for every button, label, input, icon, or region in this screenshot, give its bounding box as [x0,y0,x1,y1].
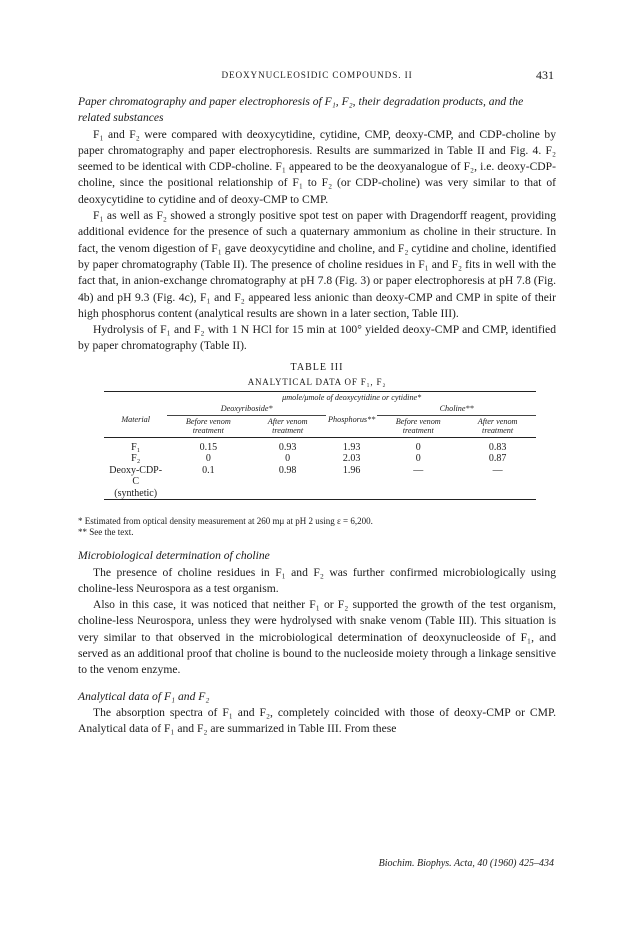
table-spanner: μmole/μmole of deoxycytidine or cytidine* [167,391,536,403]
section-heading-chromatography: Paper chromatography and paper electrophoresis of F₁, F₂, their degradation products, and the related substances [78,95,524,125]
table-row: F₂ 0 0 2.03 0 0.87 [131,453,507,465]
footnote: * Estimated from optical density measurement at 260 mμ at pH 2 using ε = 6,200. [78,516,373,527]
analytical-data-table [104,391,536,501]
paragraph: F₁ as well as F₂ showed a strongly positive spot test on paper with Dragendorff reagent, providing additional evidence for the presence of such a quaternary ammonium as choline in their structure. In fact, the venom digestion of F₁ gave deoxycytidine and choline, and F₂ cytidine and choline, identified by paper chromatography (Table II). The presence of choline residues in F₁ and F₂ fits in well with the fact that, in anion-exchange chromatography at pH 7.8 (Fig. 3) or paper electrophoresis at pH 7.8 (Fig. 4b) and pH 9.3 (Fig. 4c), F₁ and F₂ appeared less anionic than deoxy-CMP and CMP in spite of their high phosphorus content (analytical results are shown in a later section, Table III). [78,209,556,320]
paragraph: Also in this case, it was noticed that neither F₁ or F₂ supported the growth of the test organism, choline-less Neurospora, unless they were hydrolysed with snake venom (Table III). This situation is very similar to that observed in the microbiological determination of deoxynucleoside of F₁, and served as an additional proof that choline is bound to the nucleoside moiety through a linkage sensitive to the venom enzyme. [78,598,556,677]
section-heading-microbiological: Microbiological determination of choline [78,549,270,563]
paragraph: The absorption spectra of F₁ and F₂, completely coincided with those of deoxy-CMP or CMP. Analytical data of F₁ and F₂ are summarized in Table III. From these [78,705,556,736]
col-material: Material [121,415,151,425]
page-body [78,94,556,738]
table-footnotes [78,516,556,538]
table-row: Deoxy-CDP-C 0.1 0.98 1.96 — — [109,464,503,488]
running-title: DEOXYNUCLEOSIDIC COMPOUNDS. II [221,70,413,80]
running-header [78,70,556,86]
footnote: ** See the text. [78,527,134,538]
col-deoxy-after: After venom treatment [267,416,308,436]
journal-citation: Biochim. Biophys. Acta, 40 (1960) 425–434 [378,858,554,869]
table-title: TABLE III [290,361,344,373]
col-choline: Choline** [377,403,536,415]
col-choline-after: After venom treatment [477,416,518,436]
col-deoxyriboside: Deoxyriboside* [167,403,326,415]
page-number: 431 [536,68,554,82]
table-row: F₁ 0.15 0.93 1.93 0 0.83 [131,441,507,453]
col-choline-before: Before venom treatment [395,416,441,436]
table-subtitle: ANALYTICAL DATA OF F₁, F₂ [247,376,387,387]
section-heading-analytical: Analytical data of F₁ and F₂ [78,689,210,703]
paragraph: F₁ and F₂ were compared with deoxycytidine, cytidine, CMP, deoxy-CMP, and CDP-choline by paper chromatography and paper electrophoresis. Results are summarized in Table II and Fig. 4. F₂ seemed to be identical with CDP-choline. F₁ appeared to be the deoxyanalogue of F₂, i.e. deoxy-CDP-choline, since the positional relationship of F₁ to F₂ (or CDP-choline) was very similar to that of deoxycytidine to cytidine and of deoxy-CMP to CMP. [78,127,556,206]
col-phosphorus: Phosphorus** [328,415,376,425]
table-row: (synthetic) [114,487,158,499]
col-deoxy-before: Before venom treatment [185,416,231,436]
paragraph: The presence of choline residues in F₁ and F₂ was further confirmed microbiologically using choline-less Neurospora as a test organism. [78,565,556,595]
paragraph: Hydrolysis of F₁ and F₂ with 1 N HCl for 15 min at 100° yielded deoxy-CMP and CMP, identified by paper chromatography (Table II). [78,323,556,353]
